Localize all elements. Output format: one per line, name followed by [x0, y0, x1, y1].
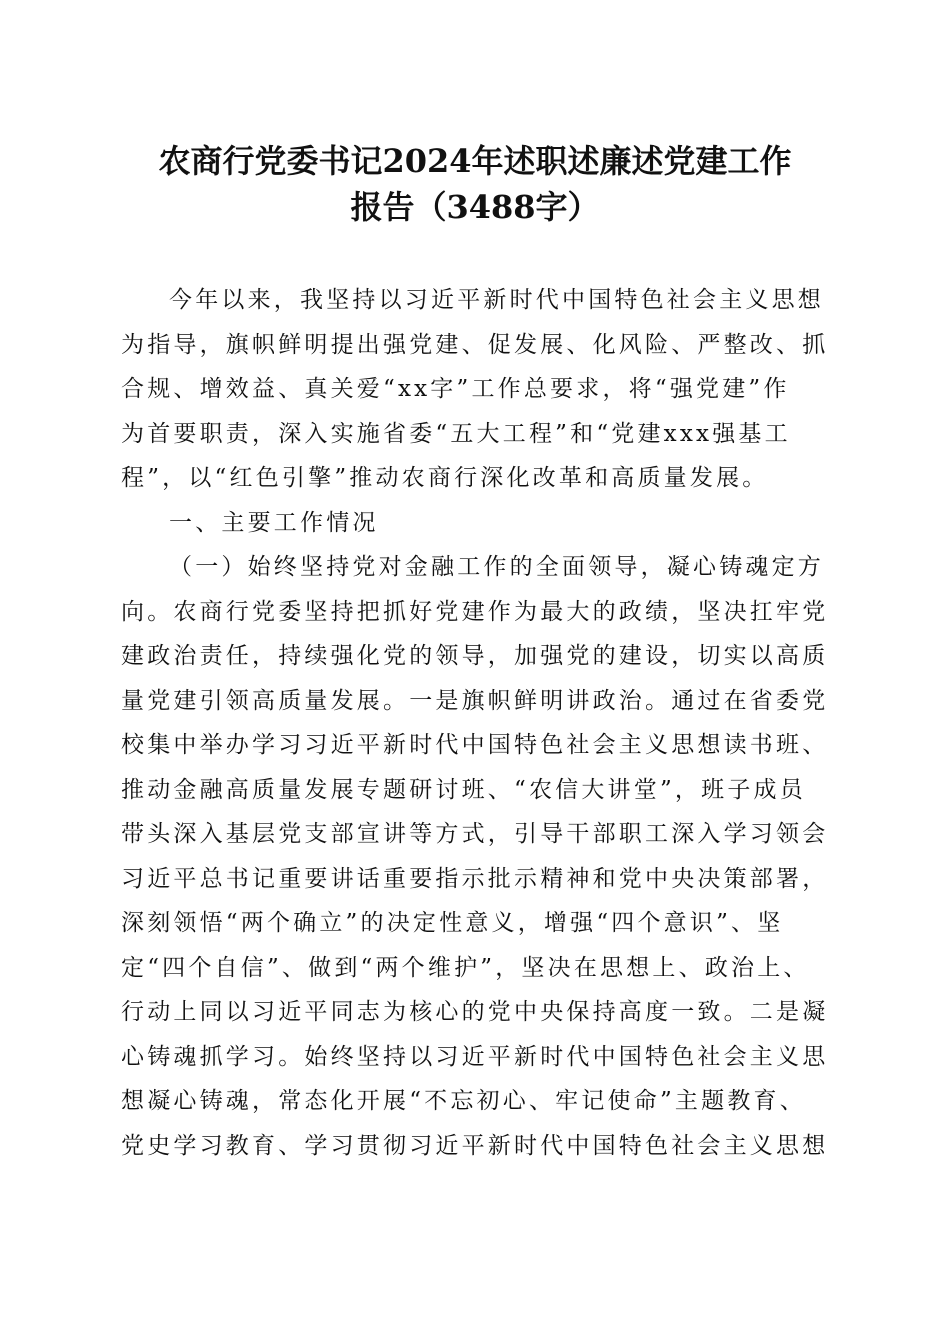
paragraph-line: 党史学习教育、学习贯彻习近平新时代中国特色社会主义思想: [121, 1132, 829, 1159]
paragraph-line: 为指导，旗帜鲜明提出强党建、促发展、化风险、严整改、抓: [121, 331, 829, 358]
title-line-1: 农商行党委书记2024年述职述廉述党建工作: [158, 142, 792, 180]
paragraph-line: 定“四个自信”、做到“两个维护”，坚决在思想上、政治上、: [121, 954, 810, 981]
section-heading: 一、主要工作情况: [169, 509, 379, 536]
paragraph-line: 深刻领悟“两个确立”的决定性意义，增强“四个意识”、坚: [121, 910, 784, 936]
paragraph-line: 量党建引领高质量发展。一是旗帜鲜明讲政治。通过在省委党: [121, 687, 829, 714]
paragraph-line: 心铸魂抓学习。始终坚持以习近平新时代中国特色社会主义思: [121, 1043, 829, 1070]
paragraph-line: 程”，以“红色引擎”推动农商行深化改革和高质量发展。: [121, 465, 769, 491]
paragraph-line: 校集中举办学习习近平新时代中国特色社会主义思想读书班、: [121, 732, 829, 758]
paragraph-line: 向。农商行党委坚持把抓好党建作为最大的政绩，坚决扛牢党: [121, 598, 829, 625]
paragraph-line: 带头深入基层党支部宣讲等方式，引导干部职工深入学习领会: [121, 821, 829, 847]
paragraph-line: 合规、增效益、真关爱“xx字”工作总要求，将“强党建”作: [121, 376, 790, 402]
paragraph-line: 建政治责任，持续强化党的领导，加强党的建设，切实以高质: [121, 643, 829, 669]
paragraph-line: 习近平总书记重要讲话重要指示批示精神和党中央决策部署，: [121, 865, 829, 892]
document-body: [121, 278, 833, 1168]
paragraph-line: 推动金融高质量发展专题研讨班、“农信大讲堂”，班子成员: [121, 776, 806, 803]
document-title: [100, 138, 850, 230]
paragraph-line: 想凝心铸魂，常态化开展“不忘初心、牢记使命”主题教育、: [121, 1088, 806, 1114]
title-line-2: 报告（3488字）: [350, 188, 600, 226]
paragraph-line: 今年以来，我坚持以习近平新时代中国特色社会主义思想: [169, 287, 824, 313]
paragraph-line: 为首要职责，深入实施省委“五大工程”和“党建xxx强基工: [121, 420, 791, 447]
paragraph-line: （一）始终坚持党对金融工作的全面领导，凝心铸魂定方: [169, 554, 824, 580]
paragraph-line: 行动上同以习近平同志为核心的党中央保持高度一致。二是凝: [121, 999, 829, 1025]
